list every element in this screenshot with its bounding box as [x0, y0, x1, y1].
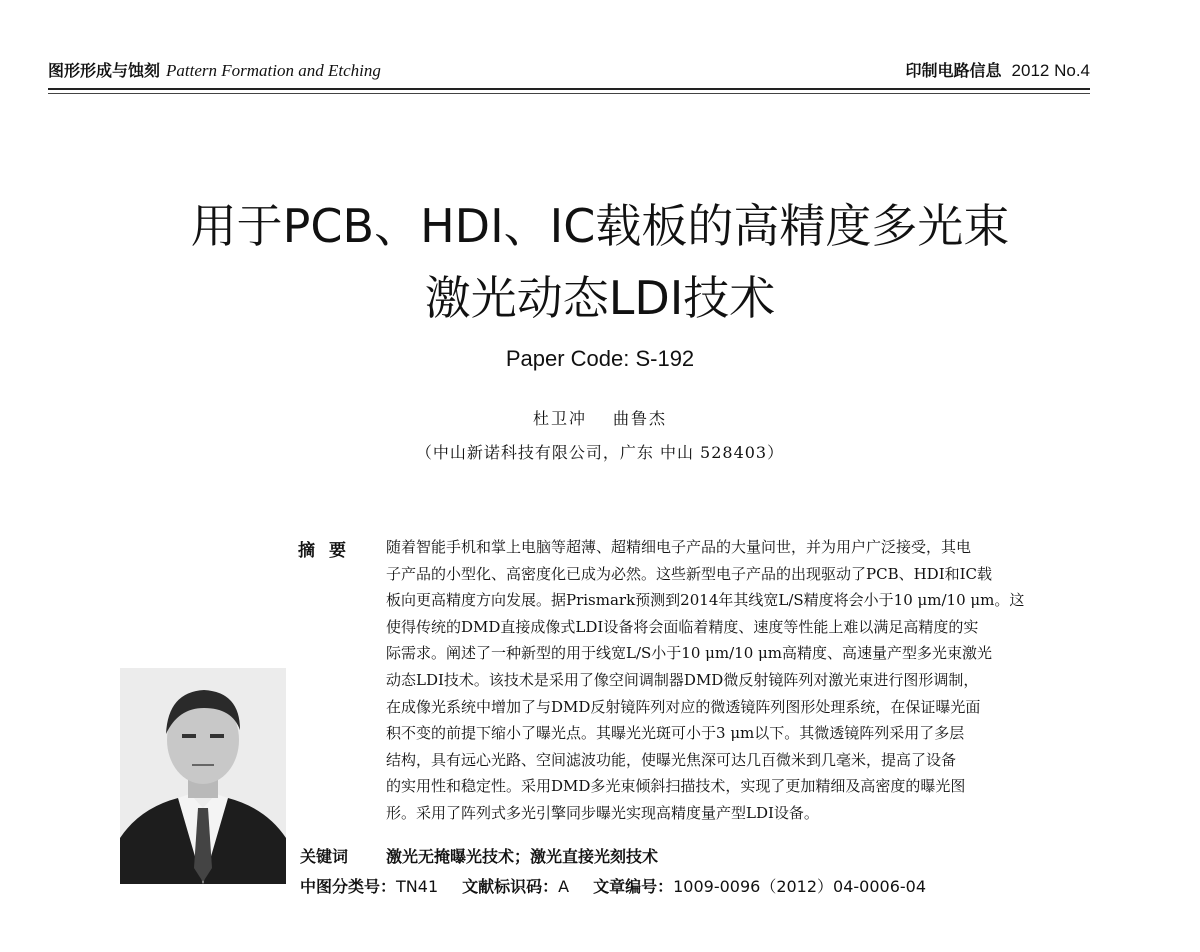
abstract-line: 结构，具有远心光路、空间滤波功能，使曝光焦深可达几百微米到几毫米，提高了设备: [386, 750, 957, 769]
author-list: [0, 406, 1200, 429]
author-affiliation: （中山新诺科技有限公司，广东 中山 528403）: [415, 443, 785, 462]
keywords-value: 激光无掩曝光技术；激光直接光刻技术: [386, 847, 659, 866]
abstract-line: 使得传统的DMD直接成像式LDI设备将会面临着精度、速度等性能上难以满足高精度的实: [386, 617, 979, 636]
doc-code-label: 文献标识码：: [462, 877, 559, 896]
header-rule-thick: [48, 88, 1090, 90]
journal-issue: 2012 No.4: [1011, 61, 1090, 80]
paper-code: Paper Code: S-192: [505, 346, 695, 371]
abstract-line: 动态LDI技术。该技术是采用了像空间调制器DMD微反射镜阵列对激光束进行图形调制，: [386, 670, 979, 689]
journal-name: 印制电路信息: [905, 61, 1002, 80]
article-number-value: 1009-0096（2012）04-0006-04: [673, 877, 927, 896]
abstract-line: 形。采用了阵列式多光引擎同步曝光实现高精度量产型LDI设备。: [386, 803, 819, 822]
clc-label: 中图分类号：: [300, 877, 397, 896]
abstract-line: 子产品的小型化、高密度化已成为必然。这些新型电子产品的出现驱动了PCB、HDI和IC载: [386, 564, 993, 583]
doc-code-value: A: [558, 877, 570, 896]
section-heading: [48, 58, 381, 81]
keywords-label: 关键词: [300, 847, 349, 866]
classification-row: [300, 874, 926, 897]
abstract-body: [386, 534, 1096, 827]
author-name: 杜卫冲: [532, 409, 587, 428]
section-name-cn: 图形形成与蚀刻: [48, 61, 161, 80]
abstract-line: 际需求。阐述了一种新型的用于线宽L/S小于10 μm/10 μm高精度、高速量产型多光束激光: [386, 644, 993, 663]
running-header: [48, 58, 1090, 84]
title-line-2: 激光动态LDI技术: [424, 271, 776, 325]
paper-title: [100, 190, 1100, 334]
section-name-en: Pattern Formation and Etching: [166, 61, 381, 80]
header-rule-thin: [48, 93, 1090, 94]
author-photo: [120, 668, 286, 884]
article-number-label: 文章编号：: [593, 877, 674, 896]
abstract-line: 的实用性和稳定性。采用DMD多光束倾斜扫描技术，实现了更加精细及高密度的曝光图: [386, 777, 966, 796]
abstract-line: 积不变的前提下缩小了曝光点。其曝光光斑可小于3 μm以下。其微透镜阵列采用了多层: [386, 724, 965, 743]
title-line-1: 用于PCB、HDI、IC载板的高精度多光束: [190, 199, 1010, 253]
abstract-label: 摘要: [298, 541, 360, 561]
abstract-line: 板向更高精度方向发展。据Prismark预测到2014年其线宽L/S精度将会小于10 μm/10 μm。这: [386, 591, 1025, 610]
clc-value: TN41: [396, 877, 439, 896]
journal-info: [906, 58, 1090, 81]
author-name: 曲鲁杰: [613, 409, 668, 428]
abstract-line: 在成像光系统中增加了与DMD反射镜阵列对应的微透镜阵列图形处理系统，在保证曝光面: [386, 697, 981, 716]
author-portrait-image: [120, 668, 286, 884]
abstract-line: 随着智能手机和掌上电脑等超薄、超精细电子产品的大量问世，并为用户广泛接受，其电: [386, 538, 972, 556]
